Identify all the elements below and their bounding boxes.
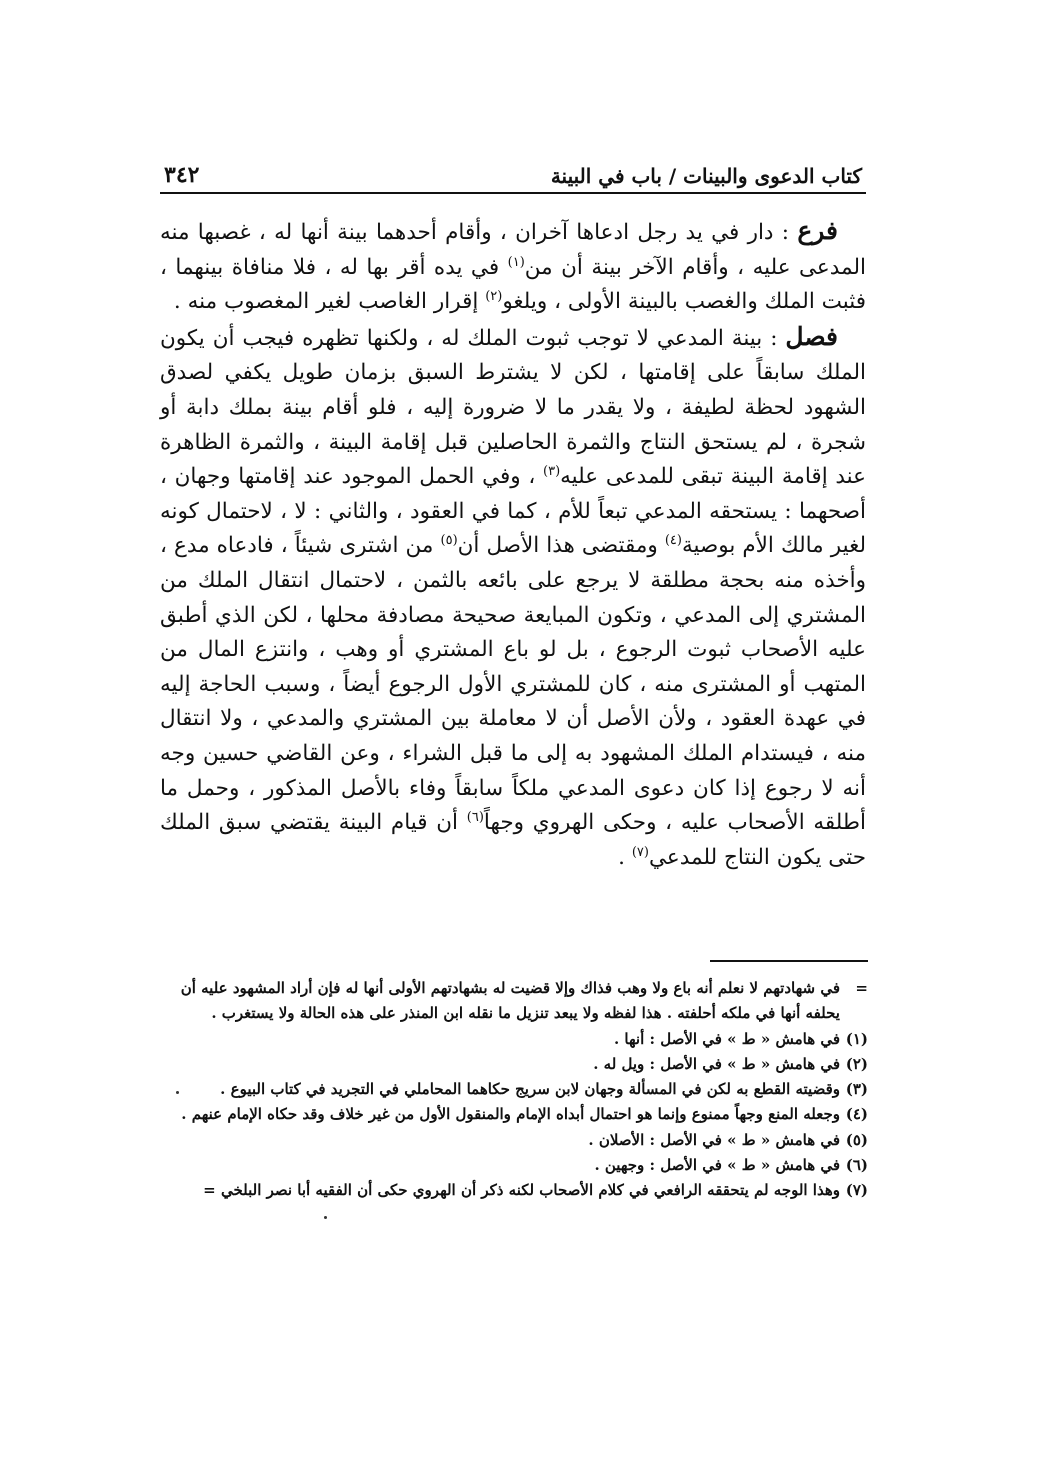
footnote-mark: (٤)	[845, 1105, 868, 1124]
footnote-ref-4[interactable]: (٤)	[664, 533, 682, 549]
scan-speck	[324, 1216, 327, 1219]
footnote-text: وهذا الوجه لم يتحققه الرافعي في كلام الأصحاب لكنه ذكر أن الهروي حكى أن الفقيه أبا نصر البلخي =	[203, 1181, 840, 1200]
paragraph-end: .	[618, 844, 625, 870]
footnote-ref-7[interactable]: (٧)	[631, 844, 649, 860]
footnote-item	[150, 1052, 868, 1077]
footnote-ref-2[interactable]: (٢)	[485, 289, 503, 305]
footnote-mark: (٣)	[845, 1080, 868, 1099]
page-number: ٣٤٢	[164, 162, 200, 188]
footnote-mark: (٦)	[845, 1156, 868, 1175]
paragraph-text: : دار في يد رجل ادعاها آخران ، وأقام أحدهما بينة أنها له ، غصبها منه المدعى عليه ، وأقام الآخر بينة أن من	[160, 220, 867, 280]
section-keyword-fasl: فصل	[785, 321, 838, 351]
footnote-separator	[710, 960, 868, 962]
footnote-mark: (٧)	[845, 1181, 868, 1200]
footnote-item	[150, 1077, 868, 1102]
footnote-text: وقضيته القطع به لكن في المسألة وجهان لابن سريج حكاهما المحاملي في التجريد في كتاب البيوع .	[220, 1080, 840, 1099]
footnote-item	[150, 1128, 868, 1153]
running-title: كتاب الدعوى والبينات / باب في البينة	[550, 164, 862, 188]
footnote-mark: (١)	[845, 1029, 868, 1048]
footnote-continuation	[150, 976, 868, 1027]
footnote-ref-1[interactable]: (١)	[507, 254, 525, 270]
main-text	[160, 214, 866, 875]
footnote-ref-6[interactable]: (٦)	[466, 809, 484, 825]
footnote-text: في هامش « ط » في الأصل : الأصلان .	[588, 1130, 840, 1149]
paragraph-text: ومقتضى هذا الأصل أن	[457, 533, 658, 559]
paragraph-text: من اشترى شيئاً ، فادعاه مدع ، وأخذه منه بحجة مطلقة لا يرجع على بائعه بالثمن ، لاحتمال انتقال الملك من المشتري إلى المدعي ، وتكون المبايعة صحيحة مصادفة محلها ، لكن الذي أطبق عليه الأصحاب ثبوت الرجوع ، بل لو باع المشتري أو وهب ، وانتزع المال من المتهب أو المشترى منه ، كان للمشتري الأول الرجوع أيضاً ، وسبب الحاجة إليه في عهدة العقود ، ولأن الأصل أن لا معاملة بين المشتري والمدعي ، ولا انتقال منه ، فيستدام الملك المشهود به إلى ما قبل الشراء ، وعن القاضي حسين وجه أنه لا رجوع إذا كان دعوى المدعي ملكاً سابقاً وفاء بالأصل المذكور ، وحمل ما أطلقه الأصحاب عليه ، وحكى الهروي وجهاً	[160, 533, 866, 836]
paragraph-text: : بينة المدعي لا توجب ثبوت الملك له ، ولكنها تظهره فيجب أن يكون الملك سابقاً على إقامتها ، لكن لا يشترط السبق بزمان طويل يكفي لصدق الشهود لحظة لطيفة ، ولا يقدر ما لا ضرورة إليه ، فلو أقام بينة بملك دابة أو شجرة ، لم يستحق النتاج والثمرة الحاصلين قبل إقامة البينة ، والثمرة الظاهرة عند إقامة البينة تبقى للمدعى عليه	[160, 325, 866, 490]
running-header	[160, 150, 866, 194]
paragraph-text: ، وفي الحمل الموجود عند إقامتها وجهان ، أصحهما : يستحقه المدعي تبعاً للأم ، كما في العقود ، والثاني : لا ، لاحتمال كونه لغير مالك الأم بوصية	[160, 464, 867, 559]
footnotes	[150, 976, 868, 1204]
paragraph-text: إقرار الغاصب لغير المغصوب منه .	[173, 289, 479, 315]
footnote-text: في هامش « ط » في الأصل : وجهين .	[594, 1156, 840, 1175]
footnote-item	[150, 1178, 868, 1203]
footnote-item	[150, 1102, 868, 1127]
scan-speck	[176, 1091, 179, 1094]
footnote-text: في شهادتهم لا نعلم أنه باع ولا وهب فذاك وإلا قضيت له بشهادتهم الأولى أنها له فإن أراد المشهود عليه أن يحلفه أنها في ملكه أحلفته . هذا لفظه ولا يبعد تنزيل ما نقله ابن المنذر على هذه الحالة ولا يستغرب .	[180, 979, 840, 1023]
paragraph-far	[160, 214, 866, 320]
footnote-mark: (٥)	[845, 1130, 868, 1149]
footnote-mark: (٢)	[845, 1054, 868, 1073]
section-keyword-far: فرع	[797, 216, 838, 245]
page	[160, 150, 866, 875]
footnote-item	[150, 1153, 868, 1178]
paragraph-text: في يده أقر بها له ، فلا منافاة بينهما ، فثبت الملك والغصب بالبينة الأولى ، ويلغو	[160, 254, 866, 315]
continuation-mark: =	[855, 979, 868, 997]
paragraph-text: أن قيام البينة يقتضي سبق الملك حتى يكون النتاج للمدعي	[160, 810, 866, 870]
footnote-text: في هامش « ط » في الأصل : أنها .	[613, 1029, 840, 1048]
footnote-item	[150, 1027, 868, 1052]
footnote-text: في هامش « ط » في الأصل : ويل له .	[593, 1054, 840, 1073]
paragraph-fasl	[160, 320, 866, 876]
footnote-ref-5[interactable]: (٥)	[440, 533, 458, 549]
footnote-ref-3[interactable]: (٣)	[543, 464, 561, 479]
footnote-text: وجعله المنع وجهاً ممنوع وإنما هو احتمال أبداه الإمام والمنقول الأول من غير خلاف وقد حكاه الإمام عنهم .	[181, 1105, 840, 1124]
